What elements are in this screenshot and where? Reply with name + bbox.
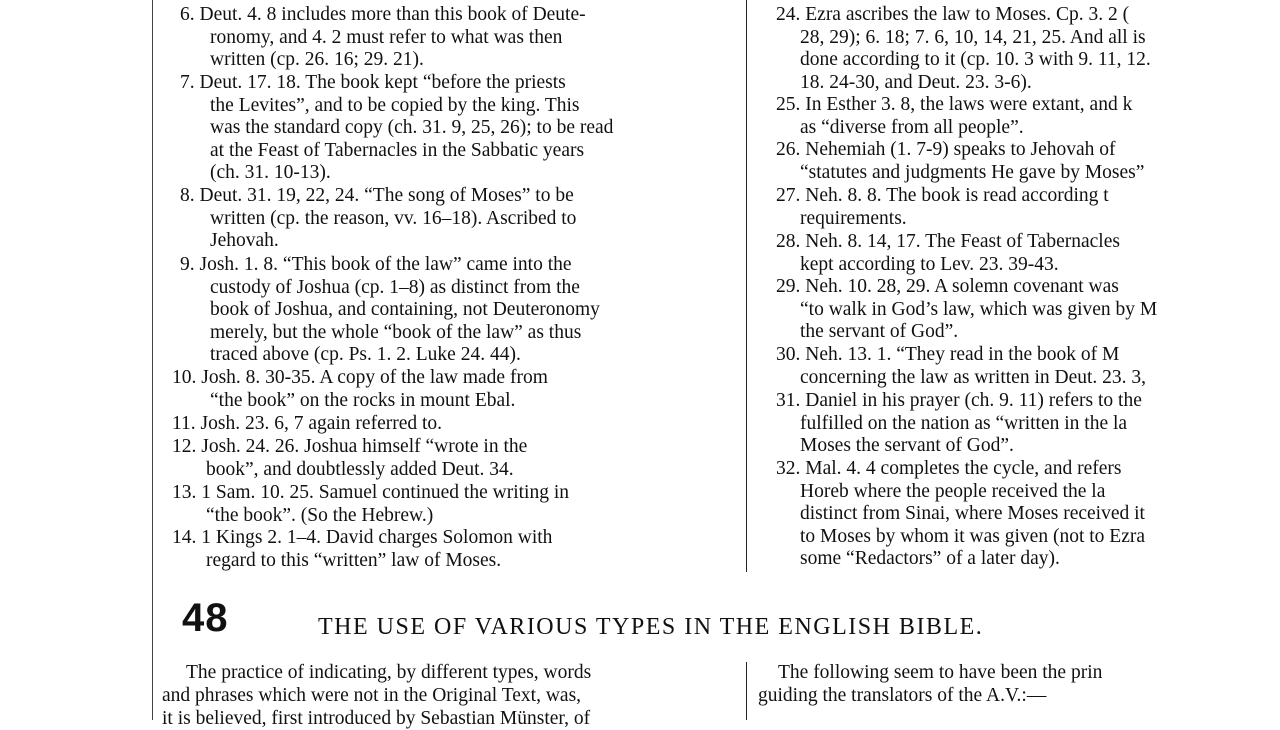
bottom-right-paragraph: The following seem to have been the prin guiding the translators of the A.V.:— — [758, 662, 1103, 706]
page-margin-rule — [152, 0, 153, 720]
left-item-13: 13. 1 Sam. 10. 25. Samuel continued the writing in “the book”. (So the Hebrew.) — [172, 482, 569, 526]
left-item-8: 8. Deut. 31. 19, 22, 24. “The song of Moses” to be written (cp. the reason, vv. 16–18). Ascribed to Jehovah. — [180, 185, 577, 252]
left-item-9: 9. Josh. 1. 8. “This book of the law” came into the custody of Joshua (cp. 1–8) as distinct from the book of Joshua, and containing, not Deuteronomy merely, but the whole “book of the law” as thus traced above (cp. Ps. 1. 2. Luke 24. 44). — [180, 254, 600, 366]
right-item-27: 27. Neh. 8. 8. The book is read according t requirements. — [776, 185, 1109, 229]
right-item-25: 25. In Esther 3. 8, the laws were extant, and k as “diverse from all people”. — [776, 94, 1133, 138]
section-title: THE USE OF VARIOUS TYPES IN THE ENGLISH BIBLE. — [318, 614, 984, 640]
column-divider-top — [746, 0, 747, 572]
left-item-7: 7. Deut. 17. 18. The book kept “before the priests the Levites”, and to be copied by the king. This was the standard copy (ch. 31. 9, 25, 26); to be read at the Feast of Tabernacles in the Sabbatic years (ch. 31. 10-13). — [180, 72, 614, 184]
right-item-31: 31. Daniel in his prayer (ch. 9. 11) refers to the fulfilled on the nation as “written in the la Moses the servant of God”. — [776, 390, 1142, 457]
left-item-10: 10. Josh. 8. 30-35. A copy of the law made from “the book” on the rocks in mount Ebal. — [172, 367, 548, 411]
section-number: 48 — [182, 596, 229, 640]
bottom-left-paragraph: The practice of indicating, by different types, words and phrases which were not in the Original Text, was, it is believed, first introduced by Sebastian Münster, of — [162, 662, 592, 729]
left-item-11: 11. Josh. 23. 6, 7 again referred to. — [172, 413, 443, 434]
right-item-30: 30. Neh. 13. 1. “They read in the book of M concerning the law as written in Deut. 23. 3, — [776, 344, 1147, 388]
right-item-32: 32. Mal. 4. 4 completes the cycle, and refers Horeb where the people received the la distinct from Sinai, where Moses received it to Moses by whom it was given (not to Ezra some “Redactors” of a later day). — [776, 458, 1145, 570]
column-divider-bottom — [746, 662, 747, 720]
left-item-6: 6. Deut. 4. 8 includes more than this book of Deute- ronomy, and 4. 2 must refer to what was then written (cp. 26. 16; 29. 21). — [180, 4, 586, 71]
left-item-14: 14. 1 Kings 2. 1–4. David charges Solomon with regard to this “written” law of Moses. — [172, 527, 553, 571]
right-item-24: 24. Ezra ascribes the law to Moses. Cp. 3. 2 ( 28, 29); 6. 18; 7. 6, 10, 14, 21, 25. And all is done according to it (cp. 10. 3 with 9. 11, 12. 18. 24-30, and Deut. 23. 3-6). — [776, 4, 1151, 93]
right-item-26: 26. Nehemiah (1. 7-9) speaks to Jehovah of “statutes and judgments He gave by Moses” — [776, 139, 1145, 183]
left-item-12: 12. Josh. 24. 26. Joshua himself “wrote in the book”, and doubtlessly added Deut. 34. — [172, 436, 528, 480]
right-item-28: 28. Neh. 8. 14, 17. The Feast of Tabernacles kept according to Lev. 23. 39-43. — [776, 231, 1120, 275]
right-item-29: 29. Neh. 10. 28, 29. A solemn covenant was “to walk in God’s law, which was given by M the servant of God”. — [776, 276, 1158, 343]
